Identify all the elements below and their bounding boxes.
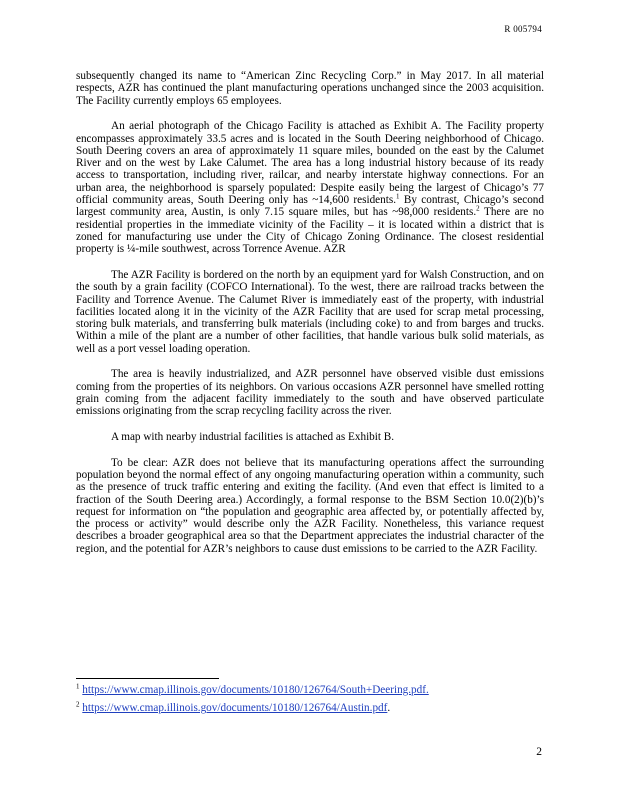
paragraph-1: subsequently changed its name to “American Zinc Recycling Corp.” in May 2017. In all material respects, AZR has continued the plant manufacturing operations unchanged since the 2003 acquisition. The Facility currently employs 65 employees.: [76, 70, 544, 107]
footnote-2-trail: .: [387, 702, 391, 715]
footnote-link-2[interactable]: https://www.cmap.illinois.gov/documents/10180/126764/Austin.pdf: [82, 702, 388, 715]
paragraph-5: A map with nearby industrial facilities is attached as Exhibit B.: [111, 430, 395, 443]
footnote-number-2: 2: [76, 700, 80, 709]
footnote-link-1[interactable]: https://www.cmap.illinois.gov/documents/10180/126764/South+Deering.pdf.: [82, 684, 429, 696]
footnote-2: [76, 702, 544, 714]
footnote-divider: [76, 678, 219, 679]
footnote-ref-2[interactable]: 2: [476, 204, 480, 213]
paragraph-2: [76, 120, 544, 255]
page-number: 2: [536, 746, 542, 758]
paragraph-2-part-c: There are no residential properties in the immediate vicinity of the Facility – it is located within a district that is zoned for manufacturing use under the City of Chicago Zoning Ordinance. The closest residential property is ¼-mile southwest, across Torrence Avenue. AZR: [76, 206, 544, 256]
paragraph-6: To be clear: AZR does not believe that its manufacturing operations affect the surrounding population beyond the normal effect of any ongoing manufacturing operation within a community, such as the presence of truck traffic entering and exiting the facility. (And even that effect is limited to a fraction of the South Deering area.) Accordingly, a formal response to the BSM Section 10.0(2)(b)’s request for information on “the population and geographic area affected by, or potentially affected by, the process or activity” would describe only the AZR Facility. Nonetheless, this variance request describes a broader geographical area so that the Department appreciates the industrial character of the region, and the potential for AZR’s neighbors to cause dust emissions to be carried to the AZR Facility.: [76, 456, 544, 555]
footnote-ref-1[interactable]: 1: [396, 192, 400, 201]
paragraph-2-part-a: An aerial photograph of the Chicago Facility is attached as Exhibit A. The Facility property encompasses approximately 33.5 acres and is located in the South Deering neighborhood of Chicago. South Deering covers an area of approximately 11 square miles, bounded on the east by the Calumet River and on the west by Lake Calumet. The area has a long industrial history because of its ready access to transportation, including river, railcar, and nearby interstate highway connections. For an urban area, the neighborhood is sparsely populated: Despite easily being the largest of Chicago’s 77 official community areas, South Deering only has ~14,600 residents.: [76, 120, 544, 207]
footnote-number-1: 1: [76, 682, 80, 691]
footnotes: [76, 684, 544, 721]
bates-number: R 005794: [504, 24, 542, 34]
footnote-1: [76, 684, 544, 696]
body-text: [76, 70, 544, 568]
paragraph-4: The area is heavily industrialized, and AZR personnel have observed visible dust emissions coming from the properties of its neighbors. On various occasions AZR personnel have smelled rotting grain coming from the adjacent facility immediately to the south and have observed particulate emissions originating from the scrap recycling facility across the river.: [76, 368, 544, 418]
paragraph-2-part-b: By contrast, Chicago’s second largest community area, Austin, is only 7.15 square miles, but has ~98,000 residents.: [76, 194, 544, 219]
paragraph-3: The AZR Facility is bordered on the north by an equipment yard for Walsh Construction, and on the south by a grain facility (COFCO International). To the west, there are railroad tracks between the Facility and Torrence Avenue. The Calumet River is immediately east of the property, with industrial facilities located along it in the vicinity of the AZR Facility that are used for scrap metal processing, storing bulk materials, and transferring bulk materials (including coke) to and from barges and trucks. Within a mile of the plant are a number of other facilities, that handle various bulk solid materials, as well as a port vessel loading operation.: [76, 268, 544, 355]
